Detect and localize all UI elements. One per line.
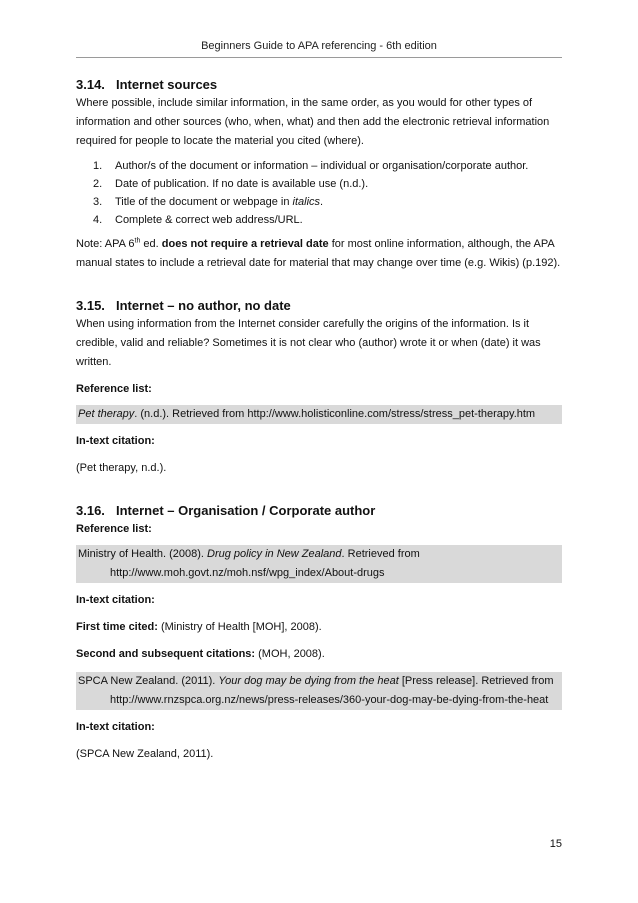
first-citation [76, 618, 562, 637]
list-item [93, 211, 562, 229]
bold-text: does not require a retrieval date [161, 238, 329, 250]
in-text-citation: (SPCA New Zealand, 2011). [76, 748, 214, 760]
reference-entry [76, 405, 562, 424]
italic-text: italics [292, 196, 321, 208]
reference-text: SPCA New Zealand. (2011). [78, 675, 219, 687]
section-heading-3-15 [76, 297, 562, 315]
bold-text: Second and subsequent citations: [76, 648, 256, 660]
list-item [93, 157, 562, 175]
running-header: Beginners Guide to APA referencing - 6th edition [201, 40, 437, 52]
list-text: . [320, 196, 324, 208]
list-number: 2. [93, 178, 103, 190]
note-text: Note: APA 6 [76, 238, 135, 250]
citation-text: (Ministry of Health [MOH], 2008). [157, 621, 322, 633]
section-number: 3.16. [76, 503, 105, 518]
section-number: 3.14. [76, 77, 105, 92]
reference-list-label: Reference list: [76, 383, 152, 395]
reference-entry [76, 545, 562, 583]
reference-url: http://www.moh.govt.nz/moh.nsf/wpg_index/About-drugs [110, 567, 385, 579]
citation-text: (MOH, 2008). [255, 648, 325, 660]
bold-text: First time cited: [76, 621, 158, 633]
list-text: Complete & correct web address/URL. [115, 214, 303, 226]
section-title: Internet – no author, no date [116, 298, 291, 313]
list-text: Date of publication. If no date is available use (n.d.). [115, 178, 369, 190]
note-text: for most online information, although, the APA manual states to include a retrieval date for material that may change over time (e.g. Wikis) (p.192). [76, 238, 561, 269]
note-paragraph [76, 235, 562, 273]
reference-list-label: Reference list: [76, 523, 152, 535]
section-heading-3-14 [76, 76, 562, 94]
reference-text: . (n.d.). Retrieved from http://www.holisticonline.com/stress/stress_pet-therapy.htm [134, 408, 536, 420]
section-title: Internet sources [116, 77, 218, 92]
numbered-list [76, 157, 562, 229]
reference-entry [76, 672, 562, 710]
page-content [76, 76, 562, 764]
section-heading-3-16 [76, 502, 562, 520]
italic-text: Your dog may be dying from the heat [218, 675, 399, 687]
in-text-citation-label: In-text citation: [76, 594, 155, 606]
in-text-citation-label: In-text citation: [76, 721, 155, 733]
reference-text: [Press release]. Retrieved from [398, 675, 554, 687]
superscript: th [134, 237, 141, 245]
subsequent-citation [76, 645, 562, 664]
reference-line [78, 672, 560, 691]
list-text: Title of the document or webpage in [115, 196, 293, 208]
page-number: 15 [549, 838, 562, 850]
italic-text: Drug policy in New Zealand [207, 548, 342, 560]
list-number: 3. [93, 196, 103, 208]
list-number: 1. [93, 160, 103, 172]
header-rule [76, 57, 562, 58]
in-text-citation-label: In-text citation: [76, 435, 155, 447]
paragraph: When using information from the Internet consider carefully the origins of the information. Is it credible, valid and reliable? Sometimes it is not clear who (author) wrote it or when (date) it was written. [76, 318, 541, 368]
section-number: 3.15. [76, 298, 105, 313]
in-text-citation: (Pet therapy, n.d.). [76, 462, 167, 474]
reference-text: . Retrieved from [341, 548, 420, 560]
reference-text: Ministry of Health. (2008). [78, 548, 207, 560]
list-item [93, 193, 562, 211]
list-number: 4. [93, 214, 103, 226]
paragraph: Where possible, include similar information, in the same order, as you would for other types of information and other sources (who, when, what) and then add the electronic retrieval information required for people to locate the material you cited (where). [76, 97, 550, 147]
note-text: ed. [140, 238, 162, 250]
reference-line [78, 545, 560, 564]
italic-text: Pet therapy [78, 408, 135, 420]
section-title: Internet – Organisation / Corporate author [116, 503, 376, 518]
list-item [93, 175, 562, 193]
reference-url: http://www.rnzspca.org.nz/news/press-releases/360-your-dog-may-be-dying-from-the-heat [110, 694, 549, 706]
list-text: Author/s of the document or information – individual or organisation/corporate author. [115, 160, 529, 172]
